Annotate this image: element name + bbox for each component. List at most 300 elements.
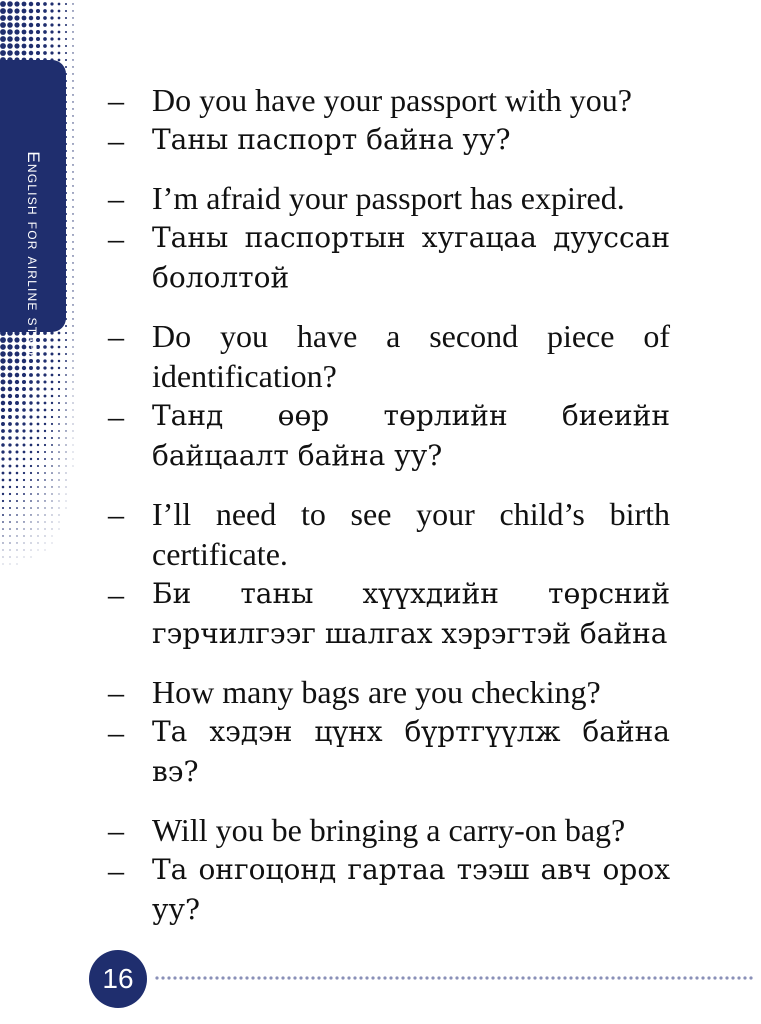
halftone-dot bbox=[14, 22, 19, 27]
halftone-dot bbox=[9, 486, 11, 488]
halftone-dot bbox=[30, 437, 33, 440]
halftone-dot bbox=[9, 514, 11, 516]
halftone-dot bbox=[44, 472, 46, 474]
halftone-dot bbox=[72, 297, 73, 298]
halftone-dot bbox=[65, 45, 67, 47]
halftone-dot bbox=[23, 458, 26, 461]
halftone-dot bbox=[23, 535, 24, 536]
halftone-dot bbox=[7, 22, 13, 28]
footer-dot bbox=[749, 976, 752, 979]
halftone-dot bbox=[22, 9, 27, 14]
footer-dot bbox=[713, 976, 716, 979]
halftone-dot bbox=[29, 380, 33, 384]
halftone-dot bbox=[9, 549, 10, 550]
footer-dot bbox=[701, 976, 704, 979]
footer-dot bbox=[479, 976, 482, 979]
halftone-dot bbox=[44, 402, 47, 405]
dash-bullet: – bbox=[108, 180, 124, 216]
halftone-dot bbox=[66, 501, 67, 502]
phrase-text: Та хэдэн цүнх бүртгүүлж байна вэ? bbox=[152, 715, 670, 788]
halftone-dot bbox=[37, 528, 38, 529]
dash-bullet: – bbox=[108, 576, 124, 612]
halftone-dot bbox=[8, 366, 13, 371]
halftone-dot bbox=[51, 500, 52, 501]
footer-dot bbox=[335, 976, 338, 979]
footer-dot bbox=[473, 976, 476, 979]
halftone-dot bbox=[45, 550, 46, 551]
footer-dot bbox=[587, 976, 590, 979]
halftone-dot bbox=[44, 437, 46, 439]
halftone-dot bbox=[72, 178, 73, 179]
halftone-dot bbox=[15, 373, 20, 378]
halftone-dot bbox=[65, 444, 66, 445]
halftone-dot bbox=[23, 493, 25, 495]
halftone-dot bbox=[65, 3, 67, 5]
halftone-dot bbox=[72, 213, 73, 214]
halftone-dot bbox=[43, 9, 47, 13]
halftone-dot bbox=[15, 401, 19, 405]
halftone-dot bbox=[7, 50, 13, 56]
halftone-dot bbox=[43, 338, 47, 342]
halftone-dot bbox=[45, 543, 46, 544]
halftone-dot bbox=[65, 31, 67, 33]
halftone-dot bbox=[72, 66, 73, 67]
halftone-dot bbox=[65, 59, 67, 61]
footer-dot bbox=[197, 976, 200, 979]
footer-dot bbox=[191, 976, 194, 979]
halftone-dot bbox=[9, 507, 11, 509]
halftone-dot bbox=[8, 408, 12, 412]
halftone-dot bbox=[7, 29, 13, 35]
halftone-dot bbox=[2, 486, 5, 489]
halftone-dot bbox=[7, 43, 13, 49]
halftone-dot bbox=[58, 486, 59, 487]
footer-dot bbox=[203, 976, 206, 979]
footer-dot bbox=[305, 976, 308, 979]
footer-dot bbox=[383, 976, 386, 979]
halftone-dot bbox=[72, 234, 73, 235]
halftone-dot bbox=[16, 542, 17, 543]
footer-dot bbox=[359, 976, 362, 979]
halftone-dot bbox=[72, 199, 73, 200]
halftone-dot bbox=[8, 443, 11, 446]
phrase-text: Таны паспорт байна уу? bbox=[152, 123, 511, 156]
phrase-text: Та онгоцонд гартаа тээш авч орох уу? bbox=[152, 853, 670, 926]
halftone-dot bbox=[59, 522, 60, 523]
halftone-dot bbox=[44, 479, 46, 481]
halftone-dot bbox=[37, 514, 38, 515]
footer-dot bbox=[461, 976, 464, 979]
halftone-dot bbox=[72, 171, 73, 172]
halftone-dot bbox=[59, 508, 60, 509]
halftone-dot bbox=[65, 395, 67, 397]
halftone-dot bbox=[30, 507, 32, 509]
footer-dot bbox=[719, 976, 722, 979]
halftone-dot bbox=[51, 465, 53, 467]
halftone-dot bbox=[65, 437, 66, 438]
halftone-dot bbox=[51, 423, 53, 425]
footer-dot bbox=[161, 976, 164, 979]
halftone-dot bbox=[51, 451, 53, 453]
halftone-dot bbox=[59, 529, 60, 530]
footer-dot bbox=[347, 976, 350, 979]
halftone-dot bbox=[22, 415, 25, 418]
halftone-dot bbox=[72, 290, 73, 291]
halftone-dot bbox=[72, 38, 73, 39]
footer-dot bbox=[341, 976, 344, 979]
halftone-dot bbox=[72, 122, 73, 123]
halftone-dot bbox=[65, 353, 67, 355]
halftone-dot bbox=[15, 366, 20, 371]
halftone-dot bbox=[0, 8, 6, 14]
footer-dot bbox=[233, 976, 236, 979]
halftone-dot bbox=[14, 344, 19, 349]
halftone-dot bbox=[2, 507, 4, 509]
halftone-dot bbox=[65, 346, 67, 348]
halftone-dot bbox=[2, 493, 4, 495]
phrase-line-mongolian bbox=[100, 218, 670, 298]
footer-dot bbox=[695, 976, 698, 979]
halftone-dot bbox=[9, 528, 11, 530]
halftone-dot bbox=[58, 38, 61, 41]
halftone-dot bbox=[72, 269, 73, 270]
halftone-dot bbox=[14, 50, 19, 55]
footer-dot bbox=[371, 976, 374, 979]
halftone-dot bbox=[51, 416, 53, 418]
halftone-dot bbox=[66, 494, 67, 495]
halftone-dot bbox=[73, 466, 74, 467]
halftone-dot bbox=[50, 51, 53, 54]
footer-dot bbox=[239, 976, 242, 979]
phrase-line-mongolian bbox=[100, 396, 670, 476]
halftone-dot bbox=[37, 479, 39, 481]
halftone-dot bbox=[72, 73, 73, 74]
phrase-line-english bbox=[100, 810, 670, 850]
halftone-dot bbox=[58, 437, 60, 439]
halftone-dot bbox=[36, 394, 39, 397]
halftone-dot bbox=[58, 409, 60, 411]
halftone-dot bbox=[2, 514, 4, 516]
halftone-dot bbox=[37, 458, 39, 460]
halftone-dot bbox=[58, 346, 61, 349]
halftone-dot bbox=[22, 436, 25, 439]
halftone-dot bbox=[43, 51, 47, 55]
halftone-dot bbox=[73, 424, 74, 425]
halftone-dot bbox=[51, 409, 53, 411]
halftone-dot bbox=[15, 443, 18, 446]
halftone-dot bbox=[43, 37, 47, 41]
halftone-dot bbox=[58, 360, 60, 362]
footer-dot bbox=[743, 976, 746, 979]
halftone-dot bbox=[72, 318, 73, 319]
halftone-dot bbox=[9, 521, 11, 523]
phrase-text: Do you have a second piece of identification? bbox=[152, 318, 670, 394]
phrase-text: Will you be bringing a carry-on bag? bbox=[152, 812, 626, 848]
halftone-dot bbox=[52, 522, 53, 523]
phrase-list bbox=[100, 80, 670, 948]
halftone-dot bbox=[29, 37, 33, 41]
halftone-dot bbox=[44, 423, 46, 425]
halftone-dot bbox=[43, 2, 47, 6]
halftone-dot bbox=[72, 402, 73, 403]
halftone-dot bbox=[58, 402, 60, 404]
halftone-dot bbox=[2, 549, 3, 550]
halftone-dot bbox=[72, 192, 73, 193]
halftone-dot bbox=[72, 360, 73, 361]
halftone-dot bbox=[43, 23, 47, 27]
footer-dot bbox=[539, 976, 542, 979]
dash-bullet: – bbox=[108, 122, 124, 158]
halftone-dot bbox=[15, 429, 18, 432]
halftone-dot bbox=[23, 451, 26, 454]
footer-dot bbox=[569, 976, 572, 979]
halftone-dot bbox=[44, 395, 47, 398]
halftone-dot bbox=[9, 535, 10, 536]
halftone-dot bbox=[16, 472, 19, 475]
halftone-dot bbox=[72, 374, 73, 375]
footer-dot bbox=[407, 976, 410, 979]
halftone-dot bbox=[7, 15, 13, 21]
halftone-dot bbox=[22, 30, 27, 35]
halftone-dot bbox=[29, 16, 33, 20]
halftone-dot bbox=[22, 429, 25, 432]
halftone-dot bbox=[73, 452, 74, 453]
footer-dot bbox=[299, 976, 302, 979]
halftone-dot bbox=[50, 9, 53, 12]
side-tab-label: English for airline staff bbox=[24, 151, 43, 361]
halftone-dot bbox=[51, 507, 52, 508]
halftone-dot bbox=[65, 472, 66, 473]
footer-dot bbox=[545, 976, 548, 979]
footer-dot bbox=[317, 976, 320, 979]
halftone-dot bbox=[66, 480, 67, 481]
halftone-dot bbox=[2, 500, 4, 502]
footer-dot bbox=[293, 976, 296, 979]
footer-dot bbox=[683, 976, 686, 979]
halftone-dot bbox=[37, 416, 40, 419]
halftone-dot bbox=[44, 465, 46, 467]
footer-dot bbox=[641, 976, 644, 979]
halftone-dot bbox=[72, 94, 73, 95]
footer-dot bbox=[311, 976, 314, 979]
halftone-dot bbox=[1, 387, 6, 392]
halftone-dot bbox=[22, 2, 27, 7]
phrase-line-mongolian bbox=[100, 712, 670, 792]
halftone-dot bbox=[50, 30, 53, 33]
halftone-dot bbox=[30, 472, 32, 474]
halftone-dot bbox=[43, 380, 46, 383]
phrase-text: Танд өөр төрлийн биеийн байцаалт байна уу? bbox=[152, 399, 670, 472]
halftone-dot bbox=[23, 486, 25, 488]
halftone-dot bbox=[23, 465, 26, 468]
halftone-dot bbox=[36, 366, 40, 370]
halftone-dot bbox=[51, 493, 52, 494]
halftone-dot bbox=[16, 465, 19, 468]
halftone-dot bbox=[15, 380, 19, 384]
halftone-dot bbox=[58, 17, 61, 20]
halftone-dot bbox=[15, 422, 19, 426]
halftone-dot bbox=[36, 387, 39, 390]
footer-dot bbox=[551, 976, 554, 979]
halftone-dot bbox=[2, 542, 3, 543]
halftone-dot bbox=[15, 394, 19, 398]
halftone-dot bbox=[9, 458, 12, 461]
halftone-dot bbox=[36, 44, 40, 48]
halftone-dot bbox=[1, 408, 5, 412]
halftone-dot bbox=[65, 24, 67, 26]
halftone-dot bbox=[72, 206, 73, 207]
halftone-dot bbox=[29, 9, 33, 13]
footer-dot bbox=[509, 976, 512, 979]
footer-dot bbox=[467, 976, 470, 979]
phrase-group bbox=[100, 810, 670, 930]
footer-dot bbox=[731, 976, 734, 979]
footer-dot bbox=[617, 976, 620, 979]
halftone-dot bbox=[8, 422, 12, 426]
halftone-dot bbox=[15, 387, 19, 391]
halftone-dot bbox=[0, 358, 5, 363]
halftone-dot bbox=[36, 401, 39, 404]
halftone-dot bbox=[72, 59, 73, 60]
halftone-dot bbox=[72, 241, 73, 242]
dash-bullet: – bbox=[108, 852, 124, 888]
halftone-dot bbox=[58, 332, 61, 335]
halftone-dot bbox=[65, 451, 66, 452]
dash-bullet: – bbox=[108, 318, 124, 354]
halftone-dot bbox=[30, 465, 32, 467]
halftone-dot bbox=[36, 380, 39, 383]
halftone-dot bbox=[72, 157, 73, 158]
halftone-dot bbox=[43, 30, 47, 34]
phrase-line-english bbox=[100, 80, 670, 120]
halftone-dot bbox=[14, 8, 19, 13]
halftone-dot bbox=[36, 30, 40, 34]
halftone-dot bbox=[30, 535, 31, 536]
halftone-dot bbox=[36, 9, 40, 13]
halftone-dot bbox=[0, 50, 6, 56]
halftone-dot bbox=[51, 472, 53, 474]
footer-dot bbox=[707, 976, 710, 979]
phrase-line-english bbox=[100, 494, 670, 574]
footer-dot bbox=[419, 976, 422, 979]
halftone-dot bbox=[30, 444, 33, 447]
halftone-dot bbox=[72, 311, 73, 312]
halftone-dot bbox=[23, 542, 24, 543]
halftone-dot bbox=[30, 479, 32, 481]
halftone-dot bbox=[1, 443, 5, 447]
halftone-dot bbox=[16, 486, 18, 488]
halftone-dot bbox=[43, 352, 46, 355]
halftone-dot bbox=[23, 479, 25, 481]
halftone-dot bbox=[51, 374, 54, 377]
halftone-dot bbox=[17, 564, 18, 565]
halftone-dot bbox=[7, 1, 13, 7]
halftone-dot bbox=[44, 416, 47, 419]
footer-dot bbox=[377, 976, 380, 979]
halftone-dot bbox=[51, 388, 54, 391]
halftone-dot bbox=[22, 422, 25, 425]
halftone-dot bbox=[2, 535, 3, 536]
halftone-dot bbox=[72, 52, 73, 53]
footer-dot bbox=[635, 976, 638, 979]
halftone-dot bbox=[65, 374, 67, 376]
halftone-dot bbox=[9, 465, 12, 468]
halftone-dot bbox=[58, 339, 61, 342]
halftone-dot bbox=[51, 381, 54, 384]
halftone-dot bbox=[58, 381, 60, 383]
footer-dot bbox=[689, 976, 692, 979]
halftone-dot bbox=[7, 358, 12, 363]
halftone-dot bbox=[16, 500, 18, 502]
halftone-dot bbox=[29, 408, 32, 411]
halftone-dot bbox=[30, 451, 33, 454]
halftone-dot bbox=[30, 528, 31, 529]
halftone-dot bbox=[31, 557, 32, 558]
halftone-dot bbox=[58, 493, 59, 494]
footer-dot bbox=[629, 976, 632, 979]
halftone-dot bbox=[8, 373, 13, 378]
footer-dot bbox=[581, 976, 584, 979]
halftone-dot bbox=[72, 80, 73, 81]
halftone-dot bbox=[72, 143, 73, 144]
phrase-line-mongolian bbox=[100, 574, 670, 654]
halftone-dot bbox=[15, 415, 19, 419]
halftone-dot bbox=[16, 521, 18, 523]
footer-dot bbox=[653, 976, 656, 979]
halftone-dot bbox=[72, 346, 73, 347]
halftone-dot bbox=[0, 36, 6, 42]
halftone-dot bbox=[29, 401, 32, 404]
halftone-dot bbox=[24, 557, 25, 558]
halftone-dot bbox=[43, 373, 46, 376]
halftone-dot bbox=[65, 339, 67, 341]
halftone-dot bbox=[58, 458, 59, 459]
halftone-dot bbox=[1, 401, 5, 405]
dash-bullet: – bbox=[108, 398, 124, 434]
halftone-dot bbox=[58, 451, 60, 453]
halftone-dot bbox=[37, 444, 39, 446]
halftone-dot bbox=[9, 479, 12, 482]
phrase-line-english bbox=[100, 178, 670, 218]
halftone-dot bbox=[1, 422, 5, 426]
halftone-dot bbox=[9, 500, 11, 502]
halftone-dot bbox=[36, 2, 40, 6]
dash-bullet: – bbox=[108, 812, 124, 848]
halftone-dot bbox=[7, 337, 13, 343]
halftone-dot bbox=[16, 493, 18, 495]
halftone-dot bbox=[29, 415, 32, 418]
halftone-dot bbox=[50, 37, 53, 40]
halftone-dot bbox=[22, 401, 26, 405]
halftone-dot bbox=[17, 557, 18, 558]
footer-dot bbox=[251, 976, 254, 979]
halftone-dot bbox=[0, 43, 6, 49]
halftone-dot bbox=[3, 564, 4, 565]
halftone-dot bbox=[52, 529, 53, 530]
halftone-dot bbox=[51, 514, 52, 515]
halftone-dot bbox=[29, 422, 32, 425]
halftone-dot bbox=[14, 29, 19, 34]
halftone-dot bbox=[37, 507, 38, 508]
halftone-dot bbox=[8, 429, 12, 433]
halftone-dot bbox=[72, 283, 73, 284]
halftone-dot bbox=[23, 521, 24, 522]
halftone-dot bbox=[8, 450, 11, 453]
halftone-dot bbox=[43, 359, 46, 362]
footer-dot bbox=[557, 976, 560, 979]
halftone-dot bbox=[72, 185, 73, 186]
footer-dot bbox=[395, 976, 398, 979]
